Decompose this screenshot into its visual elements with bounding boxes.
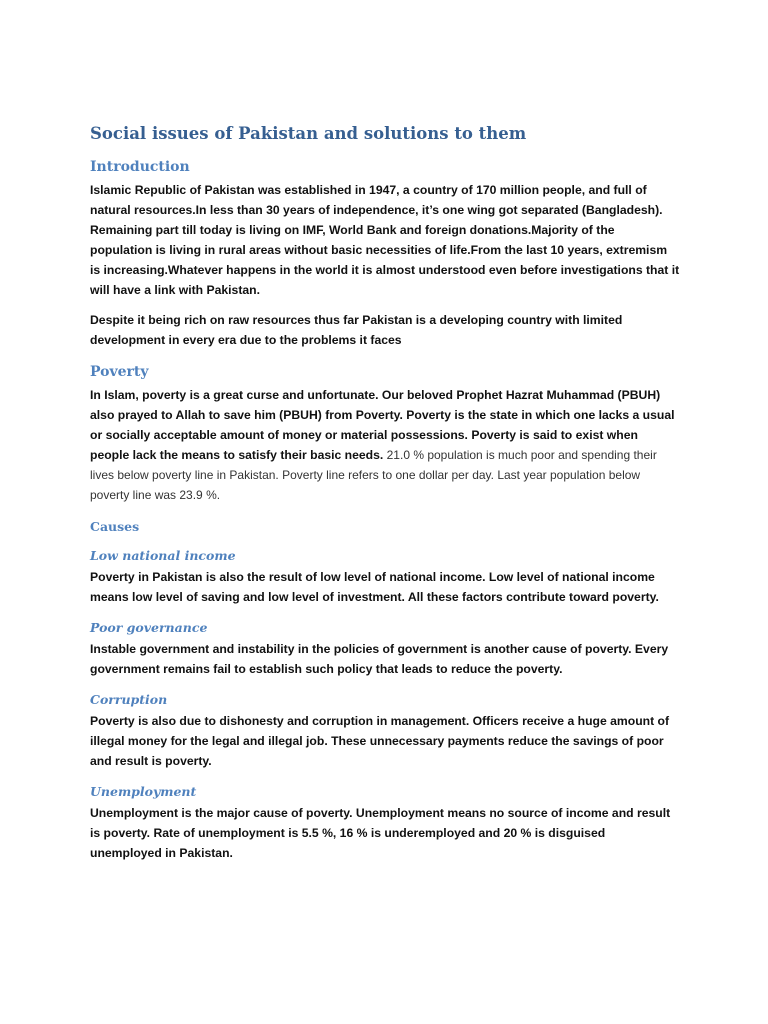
- cause-text-low-national-income: Poverty in Pakistan is also the result of low level of national income. Low level of national income means low level of saving and low level of investment. All these factors contribute toward poverty.: [90, 570, 659, 604]
- poverty-text-plain: 21.0 % population is much poor and spending their lives below poverty line in Pakistan. Poverty line refers to one dollar per day. Last year population below poverty line was 23.9 %.: [90, 448, 657, 502]
- cause-text-unemployment: Unemployment is the major cause of poverty. Unemployment means no source of income and result is poverty. Rate of unemployment is 5.5 %, 16 % is underemployed and 20 % is disguised unemployed in Pakistan.: [90, 806, 671, 860]
- cause-heading-low-national-income: Low national income: [90, 548, 236, 563]
- cause-text-corruption: Poverty is also due to dishonesty and corruption in management. Officers receive a huge amount of illegal money for the legal and illegal job. These unnecessary payments reduce the savings of poor and result is poverty.: [90, 714, 670, 768]
- causes-heading: Causes: [90, 519, 140, 534]
- poverty-paragraph: [90, 385, 680, 505]
- document-title: Social issues of Pakistan and solutions to them: [90, 124, 527, 143]
- poverty-heading: Poverty: [90, 364, 149, 380]
- introduction-paragraph-2: Despite it being rich on raw resources thus far Pakistan is a developing country with limited development in every era due to the problems it faces: [90, 313, 623, 347]
- cause-heading-unemployment: Unemployment: [90, 784, 197, 799]
- poverty-text-bold: In Islam, poverty is a great curse and unfortunate. Our beloved Prophet Hazrat Muhammad (PBUH) also prayed to Allah to save him (PBUH) from Poverty. Poverty is the state in which one lacks a usual or socially acceptable amount of money or material possessions. Poverty is said to exist when people lack the means to satisfy their basic needs.: [90, 388, 675, 462]
- cause-heading-poor-governance: Poor governance: [90, 620, 208, 635]
- cause-text-poor-governance: Instable government and instability in the policies of government is another cause of poverty. Every government remains fail to establish such policy that leads to reduce the poverty.: [90, 642, 669, 676]
- introduction-heading: Introduction: [90, 159, 190, 175]
- document-page: [90, 120, 680, 863]
- cause-heading-corruption: Corruption: [90, 692, 168, 707]
- introduction-paragraph-1: Islamic Republic of Pakistan was established in 1947, a country of 170 million people, and full of natural resources.In less than 30 years of independence, it’s one wing got separated (Bangladesh). Remaining part till today is living on IMF, World Bank and foreign donations.Majority of the population is living in rural areas without basic necessities of life.From the last 10 years, extremism is increasing.Whatever happens in the world it is almost understood even before investigations that it will have a link with Pakistan.: [90, 183, 680, 297]
